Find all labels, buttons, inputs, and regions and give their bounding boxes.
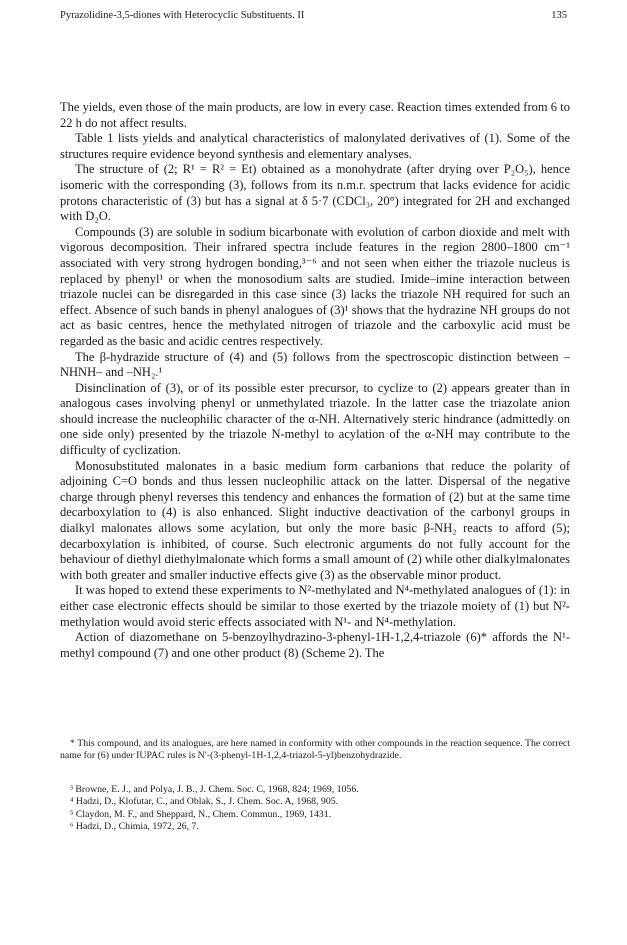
paragraph-table-1: Table 1 lists yields and analytical characteristics of malonylated derivatives of (1). Some of the structures require evidence beyond synthesis and elementary analyses. xyxy=(60,131,570,161)
reference-list xyxy=(60,784,570,834)
paragraph-disinclination: Disinclination of (3), or of its possible ester precursor, to cyclize to (2) appears greater than in analogous cases involving phenyl or unmethylated triazole. In the latter case the triazolate anion should increase the nucleophilic character of the α-NH. Alternatively steric hindrance (admittedly on one side only) presented by the triazole N-methyl to acylation of the α-NH may contribute to the difficulty of cyclization. xyxy=(60,380,570,458)
running-title: Pyrazolidine-3,5-diones with Heterocyclic Substituents. II xyxy=(60,10,305,21)
page-number: 135 xyxy=(551,10,567,21)
paragraph-monosubstituted: Monosubstituted malonates in a basic medium form carbanions that reduce the polarity of adjoining C=O bonds and thus lessen nucleophilic attack on the latter. Dispersal of the negative charge through phenyl reverses this tendency and enhances the formation of (2) but at the same time decarboxylation to (4) is also enhanced. Slight inductive deactivation of the carbonyl groups in dialkyl malonates allows some acylation, but only the more basic β-NH₂ reacts to afford (5); decarboxylation is inhibited, of course. Such electronic arguments do not fully account for the behaviour of diethyl diethylmalonate which forms a small amount of (2) while other dialkylmalonates with both greater and smaller inductive effects give (3) as the observable minor product. xyxy=(60,458,570,582)
reference-item: ⁶ Hadzi, D., Chimia, 1972, 26, 7. xyxy=(70,821,199,833)
paragraph-compounds-3: Compounds (3) are soluble in sodium bicarbonate with evolution of carbon dioxide and melt with vigorous decomposition. Their infrared spectra include features in the region 2800–1800 cm⁻¹ associated with very strong hydrogen bonding,³⁻⁶ and not seen when either the triazole nucleus is replaced by phenyl¹ or when the monosodium salts are studied. Imide–imine interaction between triazole nuclei can be disregarded in this case since (3) lacks the triazole NH required for such an effect. Absence of such bands in phenyl analogues of (3)¹ shows that the hydrazine NH groups do not act as basic centres, hence the methylated nitrogen of triazole and the carboxylic acid must be regarded as the basic and acidic centres respectively. xyxy=(60,224,570,348)
footnote-star: * This compound, and its analogues, are here named in conformity with other compounds in the reaction sequence. The correct name for (6) under IUPAC rules is N′-(3-phenyl-1H-1,2,4-triazol-5-yl)benzohydrazide. xyxy=(60,738,570,762)
paragraph-diazomethane: Action of diazomethane on 5-benzoylhydrazino-3-phenyl-1H-1,2,4-triazole (6)* affords the N¹-methyl compound (7) and one other product (8) (Scheme 2). The xyxy=(60,630,570,660)
running-header xyxy=(60,10,567,26)
reference-item: ³ Browne, E. J., and Polya, J. B., J. Chem. Soc. C, 1968, 824; 1969, 1056. xyxy=(70,784,359,795)
reference-item: ⁴ Hadzi, D., Klofutar, C., and Oblak, S., J. Chem. Soc. A, 1968, 905. xyxy=(70,796,339,808)
paragraph-beta-hydrazide: The β-hydrazide structure of (4) and (5) follows from the spectroscopic distinction between –NHNH– and –NH₂.¹ xyxy=(60,349,570,380)
body-text xyxy=(60,100,570,661)
paragraph-methylation: It was hoped to extend these experiments to N²-methylated and N⁴-methylated analogues of (1): in either case electronic effects should be similar to those exerted by the triazole moiety of (1) but N²-methylation would avoid steric effects associated with N¹- and N⁴-methylation. xyxy=(60,583,570,629)
paragraph-yields: The yields, even those of the main products, are low in every case. Reaction times extended from 6 to 22 h do not affect results. xyxy=(60,100,570,130)
reference-item: ⁵ Claydon, M. F., and Sheppard, N., Chem. Commun., 1969, 1431. xyxy=(70,808,332,820)
paragraph-structure-2: The structure of (2; R¹ = R² = Et) obtained as a monohydrate (after drying over P₂O₅), hence isomeric with the corresponding (3), follows from its n.m.r. spectrum that lacks evidence for acidic protons characteristic of (3) but has a signal at δ 5·7 (CDCl₃, 20°) integrated for 2H and exchanged with D₂O. xyxy=(60,162,570,224)
